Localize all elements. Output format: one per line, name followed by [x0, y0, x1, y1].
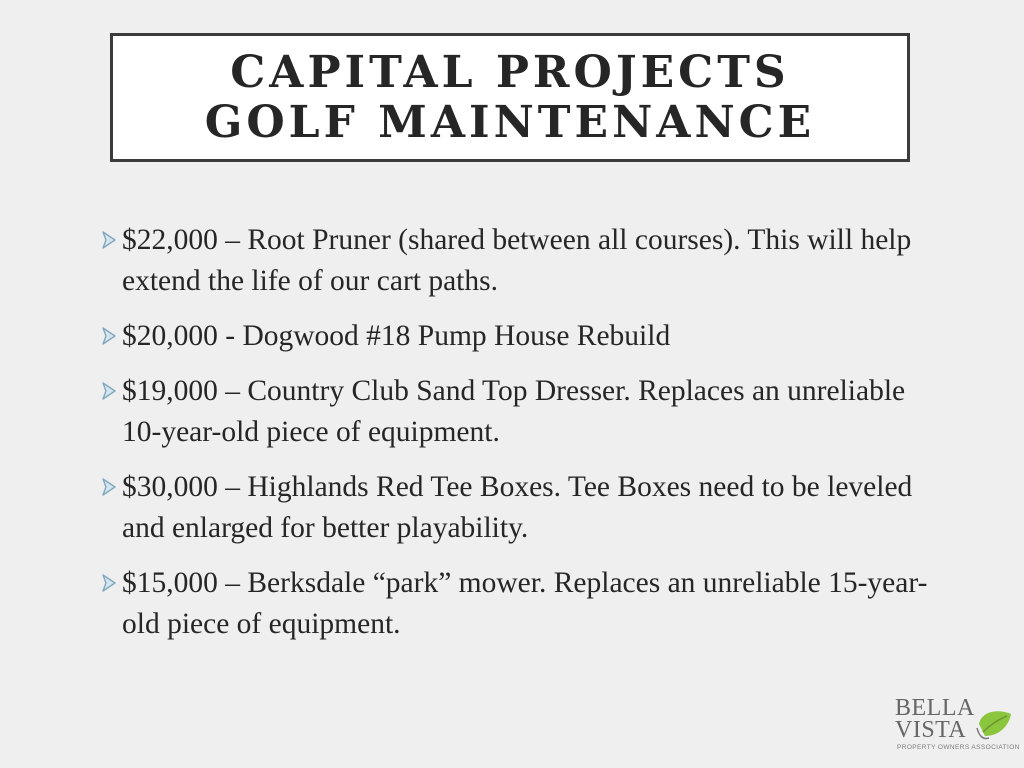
bella-vista-logo	[893, 694, 1018, 758]
bullet-item	[98, 371, 928, 453]
bullet-item	[98, 220, 928, 302]
arrow-bullet-icon	[98, 380, 120, 402]
bullet-text: $19,000 – Country Club Sand Top Dresser. Replaces an unreliable 10-year-old piece of equipment.	[122, 375, 906, 448]
bullet-text: $15,000 – Berksdale “park” mower. Replaces an unreliable 15-year-old piece of equipment.	[122, 567, 928, 640]
arrow-bullet-icon	[98, 572, 120, 594]
bullet-text: $20,000 - Dogwood #18 Pump House Rebuild	[122, 320, 671, 352]
leaf-icon	[975, 706, 1015, 742]
bullet-item	[98, 316, 928, 357]
arrow-bullet-icon	[98, 476, 120, 498]
bullet-text: $22,000 – Root Pruner (shared between all courses). This will help extend the life of our cart paths.	[122, 224, 912, 297]
logo-subtitle: PROPERTY OWNERS ASSOCIATION	[897, 744, 1020, 751]
bullet-item	[98, 563, 928, 645]
bullet-list	[98, 220, 928, 659]
slide-title-line-1: CAPITAL PROJECTS	[230, 46, 790, 98]
bullet-text: $30,000 – Highlands Red Tee Boxes. Tee Boxes need to be leveled and enlarged for better playability.	[122, 471, 913, 544]
logo-text-vista: VISTA	[895, 717, 967, 743]
logo-text-bella: BELLA	[895, 695, 975, 721]
bullet-item	[98, 467, 928, 549]
slide-title-line-2: GOLF MAINTENANCE	[204, 96, 816, 148]
arrow-bullet-icon	[98, 229, 120, 251]
title-box	[110, 33, 910, 162]
arrow-bullet-icon	[98, 325, 120, 347]
